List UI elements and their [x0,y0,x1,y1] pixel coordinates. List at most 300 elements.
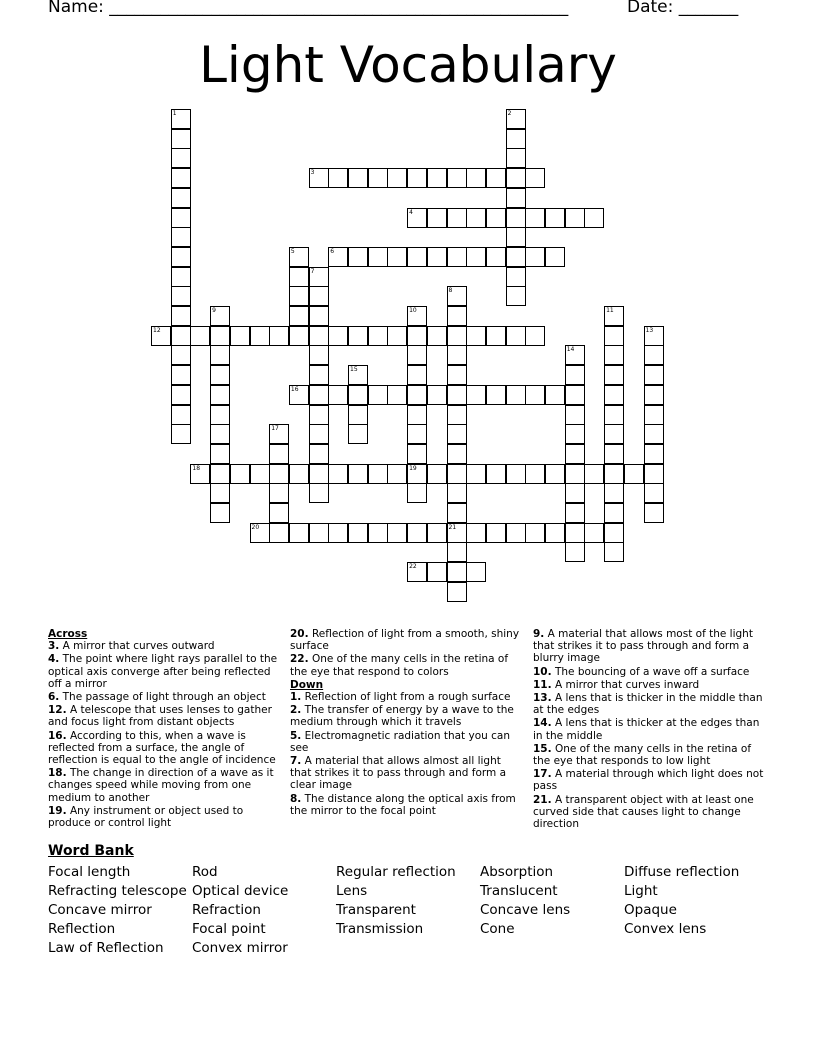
clue-number: 11 [606,307,614,314]
clue-text: The change in direction of a wave as it changes speed while moving from one medium to another [48,767,274,804]
grid-cell[interactable] [387,326,407,346]
word-bank-word: Optical device [192,883,289,899]
word-bank [48,843,740,956]
grid-cell[interactable] [348,424,368,444]
grid-cell[interactable] [525,208,545,228]
grid-cell[interactable] [210,444,230,464]
clue-item [533,666,765,678]
word-bank-column [336,863,456,939]
grid-cell[interactable] [387,247,407,267]
clue-text: Reflection of light from a rough surface [301,691,511,704]
clue-number: 8. [290,792,302,805]
clue-number: 3. [48,640,60,653]
grid-cell[interactable] [525,326,545,346]
grid-cell[interactable] [584,208,604,228]
grid-cell[interactable] [309,286,329,306]
clue-text: A material through which light does not pass [533,768,764,793]
grid-cell[interactable] [565,542,585,562]
clue-item [290,628,520,652]
grid-cell[interactable] [486,523,506,543]
grid-cell[interactable] [624,464,644,484]
grid-cell[interactable] [447,444,467,464]
grid-cell[interactable] [407,208,427,228]
grid-cell[interactable] [407,365,427,385]
grid-cell[interactable] [250,464,270,484]
grid-cell[interactable] [309,483,329,503]
grid-cell[interactable] [565,503,585,523]
grid-cell[interactable] [506,109,526,129]
clue-text: A mirror that curves outward [59,640,215,653]
grid-cell[interactable] [171,109,191,129]
clue-number: 9 [212,307,216,314]
clue-number: 4 [409,208,413,216]
grid-cell[interactable] [230,326,250,346]
grid-cell[interactable] [604,385,624,405]
clue-item [533,794,765,831]
word-bank-word: Opaque [624,902,677,918]
clues-column-3 [533,628,765,831]
grid-cell[interactable] [525,247,545,267]
grid-cell[interactable] [151,326,171,346]
grid-cell[interactable] [171,168,191,188]
grid-cell[interactable] [447,464,467,484]
clue-number: 5 [290,247,295,255]
grid-cell[interactable] [486,385,506,405]
clue-number: 20. [290,628,309,640]
grid-cell[interactable] [447,582,467,602]
grid-cell[interactable] [309,306,329,326]
grid-cell[interactable] [447,424,467,444]
grid-cell[interactable] [506,208,526,228]
grid-cell[interactable] [289,385,309,405]
grid-cell[interactable] [545,247,565,267]
grid-cell[interactable] [269,523,289,543]
grid-cell[interactable] [644,444,664,464]
grid-cell[interactable] [466,385,486,405]
grid-cell[interactable] [348,326,368,346]
clue-text: The point where light rays parallel to the optical axis converge after being reflected off a mirror [48,653,278,690]
word-bank-word: Convex mirror [192,940,288,956]
clue-item [533,768,765,792]
grid-cell[interactable] [506,129,526,149]
grid-cell[interactable] [545,523,565,543]
grid-cell[interactable] [407,326,427,346]
grid-cell[interactable] [171,424,191,444]
grid-cell[interactable] [565,208,585,228]
clue-number: 5. [290,729,302,742]
clue-number: 17. [533,768,552,781]
grid-cell[interactable] [250,523,270,543]
grid-cell[interactable] [604,444,624,464]
grid-cell[interactable] [506,523,526,543]
grid-cell[interactable] [407,444,427,464]
grid-cell[interactable] [269,503,289,523]
grid-cell[interactable] [565,365,585,385]
date-field-line[interactable]: Date: _______ [627,0,739,17]
grid-cell[interactable] [348,247,368,267]
grid-cell[interactable] [210,464,230,484]
grid-cell[interactable] [309,365,329,385]
grid-cell[interactable] [525,385,545,405]
grid-cell[interactable] [604,464,624,484]
grid-cell[interactable] [269,326,289,346]
grid-cell[interactable] [447,208,467,228]
clues-column-1 [48,628,284,830]
clue-number: 7 [310,267,315,275]
grid-cell[interactable] [447,523,467,543]
grid-cell[interactable] [466,326,486,346]
grid-cell[interactable] [447,365,467,385]
grid-cell[interactable] [407,405,427,425]
clue-text: A lens that is thicker at the edges than in the middle [533,717,760,742]
grid-cell[interactable] [506,326,526,346]
grid-cell[interactable] [348,168,368,188]
grid-cell[interactable] [506,148,526,168]
clue-item [290,755,520,792]
grid-cell[interactable] [171,129,191,149]
clue-number: 13. [533,692,552,705]
clue-text: A lens that is thicker in the middle than at the edges [533,692,763,717]
grid-cell[interactable] [427,208,447,228]
grid-cell[interactable] [309,326,329,346]
grid-cell[interactable] [309,424,329,444]
grid-cell[interactable] [269,464,289,484]
grid-cell[interactable] [545,464,565,484]
grid-cell[interactable] [447,562,467,582]
grid-cell[interactable] [289,306,309,326]
grid-cell[interactable] [210,385,230,405]
grid-cell[interactable] [171,148,191,168]
grid-cell[interactable] [427,168,447,188]
grid-cell[interactable] [447,542,467,562]
grid-cell[interactable] [407,345,427,365]
grid-cell[interactable] [604,306,624,326]
grid-cell[interactable] [604,523,624,543]
clue-number: 22. [290,653,309,666]
grid-cell[interactable] [368,247,388,267]
clue-item [533,743,765,767]
grid-cell[interactable] [565,464,585,484]
grid-cell[interactable] [407,523,427,543]
grid-cell[interactable] [486,464,506,484]
grid-cell[interactable] [269,444,289,464]
clue-item [290,730,520,754]
grid-cell[interactable] [289,523,309,543]
grid-cell[interactable] [171,365,191,385]
grid-cell[interactable] [466,523,486,543]
grid-cell[interactable] [368,464,388,484]
grid-cell[interactable] [230,464,250,484]
grid-cell[interactable] [250,326,270,346]
grid-cell[interactable] [328,523,348,543]
grid-cell[interactable] [387,523,407,543]
word-bank-column [624,863,739,939]
grid-cell[interactable] [368,168,388,188]
grid-cell[interactable] [427,523,447,543]
grid-cell[interactable] [466,168,486,188]
grid-cell[interactable] [427,385,447,405]
grid-cell[interactable] [407,464,427,484]
grid-cell[interactable] [210,405,230,425]
grid-cell[interactable] [486,208,506,228]
grid-cell[interactable] [506,188,526,208]
grid-cell[interactable] [565,405,585,425]
grid-cell[interactable] [210,365,230,385]
clue-item [48,767,284,804]
grid-cell[interactable] [387,464,407,484]
grid-cell[interactable] [171,306,191,326]
clue-number: 12. [48,704,67,717]
grid-cell[interactable] [644,326,664,346]
grid-cell[interactable] [584,464,604,484]
grid-cell[interactable] [368,326,388,346]
grid-cell[interactable] [466,562,486,582]
clue-number: 20 [251,523,260,531]
grid-cell[interactable] [190,326,210,346]
grid-cell[interactable] [565,424,585,444]
grid-cell[interactable] [604,503,624,523]
grid-cell[interactable] [506,247,526,267]
grid-cell[interactable] [506,385,526,405]
clue-number: 6. [48,691,60,704]
grid-cell[interactable] [565,483,585,503]
grid-cell[interactable] [171,385,191,405]
grid-cell[interactable] [447,286,467,306]
word-bank-word: Transmission [336,921,424,937]
clue-number: 11. [533,678,552,691]
grid-cell[interactable] [348,464,368,484]
grid-cell[interactable] [447,503,467,523]
grid-cell[interactable] [506,227,526,247]
grid-cell[interactable] [309,385,329,405]
grid-cell[interactable] [407,424,427,444]
grid-cell[interactable] [328,168,348,188]
grid-cell[interactable] [309,405,329,425]
word-bank-word: Light [624,883,658,899]
grid-cell[interactable] [328,247,348,267]
word-bank-word: Regular reflection [336,864,456,880]
grid-cell[interactable] [309,523,329,543]
grid-cell[interactable] [466,247,486,267]
grid-cell[interactable] [506,286,526,306]
word-bank-word: Diffuse reflection [624,864,740,880]
grid-cell[interactable] [427,464,447,484]
grid-cell[interactable] [447,405,467,425]
grid-cell[interactable] [644,464,664,484]
grid-cell[interactable] [545,385,565,405]
grid-cell[interactable] [387,385,407,405]
clue-number: 10. [533,665,552,678]
grid-cell[interactable] [368,523,388,543]
grid-cell[interactable] [545,208,565,228]
grid-cell[interactable] [447,247,467,267]
grid-cell[interactable] [190,464,210,484]
clue-text: A material that allows most of the light that strikes it to pass through and form a blurry image [533,628,753,665]
grid-cell[interactable] [447,483,467,503]
grid-cell[interactable] [604,405,624,425]
grid-cell[interactable] [171,227,191,247]
grid-cell[interactable] [309,464,329,484]
clue-number: 19 [409,464,417,472]
grid-cell[interactable] [525,464,545,484]
grid-cell[interactable] [309,267,329,287]
word-bank-word: Reflection [48,921,116,937]
clue-number: 19. [48,804,67,817]
word-bank-word: Lens [336,883,368,899]
clue-number: 2 [507,110,512,117]
clue-text: Electromagnetic radiation that you can see [290,729,511,754]
grid-cell[interactable] [486,247,506,267]
grid-cell[interactable] [171,345,191,365]
grid-cell[interactable] [644,385,664,405]
grid-cell[interactable] [486,326,506,346]
grid-cell[interactable] [506,464,526,484]
grid-cell[interactable] [171,405,191,425]
clue-number: 1. [290,691,302,704]
grid-cell[interactable] [584,523,604,543]
grid-cell[interactable] [506,267,526,287]
clue-item [533,628,765,665]
word-bank-word: Concave lens [480,902,571,918]
name-field-line[interactable]: Name: ______________________________________________________ [48,0,569,17]
clue-number: 7. [290,755,302,768]
grid-cell[interactable] [407,385,427,405]
grid-cell[interactable] [171,247,191,267]
clue-number: 10 [409,307,417,314]
grid-cell[interactable] [644,503,664,523]
clue-text: A telescope that uses lenses to gather and focus light from distant objects [48,704,272,729]
grid-cell[interactable] [269,424,289,444]
grid-cell[interactable] [427,326,447,346]
clue-item [533,717,765,741]
clue-number: 15 [350,366,358,374]
grid-cell[interactable] [171,286,191,306]
clue-number: 3 [310,169,315,177]
grid-cell[interactable] [447,326,467,346]
grid-cell[interactable] [210,326,230,346]
grid-cell[interactable] [565,345,585,365]
grid-cell[interactable] [210,483,230,503]
grid-cell[interactable] [644,405,664,425]
clue-item [48,640,284,652]
grid-cell[interactable] [210,345,230,365]
grid-cell[interactable] [328,464,348,484]
grid-cell[interactable] [604,542,624,562]
grid-cell[interactable] [466,208,486,228]
grid-cell[interactable] [210,306,230,326]
grid-cell[interactable] [407,168,427,188]
grid-cell[interactable] [644,345,664,365]
word-bank-column [192,863,288,958]
grid-cell[interactable] [328,326,348,346]
grid-cell[interactable] [525,523,545,543]
grid-cell[interactable] [171,208,191,228]
grid-cell[interactable] [171,188,191,208]
grid-cell[interactable] [565,523,585,543]
grid-cell[interactable] [328,385,348,405]
grid-cell[interactable] [309,168,329,188]
grid-cell[interactable] [604,424,624,444]
clue-item [290,691,520,703]
grid-cell[interactable] [486,168,506,188]
clue-text: One of the many cells in the retina of the eye that responds to low light [533,742,752,768]
clues-column-2 [290,628,520,818]
clue-text: The transfer of energy by a wave to the medium through which it travels [290,704,514,729]
clue-item [48,704,284,728]
grid-cell[interactable] [447,306,467,326]
grid-cell[interactable] [348,405,368,425]
grid-cell[interactable] [506,168,526,188]
down-heading: Down [290,678,324,691]
grid-cell[interactable] [466,464,486,484]
grid-cell[interactable] [269,483,289,503]
grid-cell[interactable] [407,247,427,267]
grid-cell[interactable] [348,365,368,385]
grid-cell[interactable] [289,326,309,346]
grid-cell[interactable] [309,345,329,365]
grid-cell[interactable] [565,444,585,464]
grid-cell[interactable] [604,345,624,365]
grid-cell[interactable] [604,483,624,503]
clue-number: 4. [48,653,60,666]
clue-number: 6 [330,247,335,255]
clue-text: According to this, when a wave is reflected from a surface, the angle of reflection is equal to the angle of incidence [48,729,276,767]
grid-cell[interactable] [447,168,467,188]
clue-number: 13 [645,326,654,334]
word-bank-column [480,863,570,939]
grid-cell[interactable] [289,247,309,267]
grid-cell[interactable] [407,306,427,326]
grid-cell[interactable] [309,444,329,464]
grid-cell[interactable] [368,385,388,405]
clue-item [290,653,520,677]
grid-cell[interactable] [171,326,191,346]
grid-cell[interactable] [644,365,664,385]
clue-number: 22 [409,563,417,571]
grid-cell[interactable] [447,345,467,365]
grid-cell[interactable] [525,168,545,188]
grid-cell[interactable] [604,365,624,385]
grid-cell[interactable] [644,483,664,503]
clue-text: The distance along the optical axis from the mirror to the focal point [290,792,516,817]
grid-cell[interactable] [210,424,230,444]
grid-cell[interactable] [387,168,407,188]
clue-item [290,704,520,728]
clue-item [48,730,284,767]
clue-number: 18. [48,767,67,780]
grid-cell[interactable] [171,267,191,287]
clue-text: A mirror that curves inward [551,678,700,691]
grid-cell[interactable] [289,286,309,306]
grid-cell[interactable] [427,562,447,582]
clue-text: One of the many cells in the retina of the eye that respond to colors [290,653,509,678]
grid-cell[interactable] [210,503,230,523]
grid-cell[interactable] [348,523,368,543]
grid-cell[interactable] [289,267,309,287]
grid-cell[interactable] [565,385,585,405]
grid-cell[interactable] [604,326,624,346]
grid-cell[interactable] [348,385,368,405]
grid-cell[interactable] [447,385,467,405]
word-bank-word: Transparent [336,902,416,918]
grid-cell[interactable] [427,247,447,267]
clue-number: 16. [48,729,67,742]
grid-cell[interactable] [407,562,427,582]
clue-number: 21. [533,793,552,806]
grid-cell[interactable] [644,424,664,444]
grid-cell[interactable] [289,464,309,484]
grid-cell[interactable] [407,483,427,503]
